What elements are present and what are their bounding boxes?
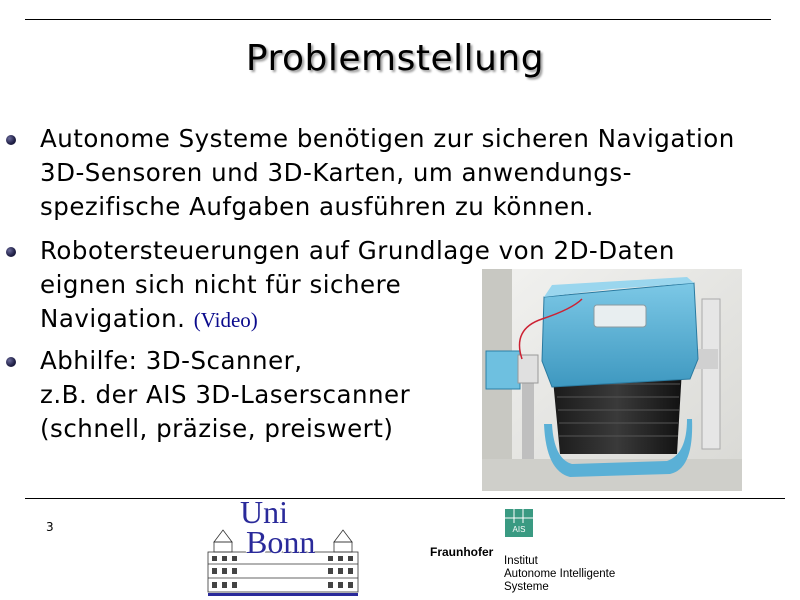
bullet-line: spezifische Aufgaben ausführen zu können. <box>40 192 594 221</box>
bullet-line: (schnell, präzise, preiswert) <box>40 414 394 443</box>
ais-logo-mark <box>505 509 533 537</box>
bullet-item <box>40 122 735 224</box>
fraunhofer-text: Fraunhofer <box>430 545 494 559</box>
bullet-line-text: Navigation. <box>40 304 186 333</box>
uni-bonn-wordmark <box>240 494 316 560</box>
uni-text: Uni <box>240 494 288 530</box>
bullet-icon <box>6 357 16 367</box>
bullet-line: z.B. der AIS 3D-Laserscanner <box>40 380 411 409</box>
bullet-line: Robotersteuerungen auf Grundlage von 2D-Daten <box>40 236 675 265</box>
bullet-icon <box>6 247 16 257</box>
institut-text <box>504 555 615 594</box>
institut-line: Autonome Intelligente <box>504 568 616 580</box>
bonn-text: Bonn <box>246 524 316 560</box>
bullet-icon <box>6 135 16 145</box>
bullet-item <box>40 344 410 446</box>
bullet-line: Abhilfe: 3D-Scanner, <box>40 346 303 375</box>
laser-scanner-photo <box>482 269 742 491</box>
page-number: 3 <box>46 520 54 534</box>
ais-mark-text: AIS <box>512 525 526 534</box>
bullet-line: Autonome Systeme benötigen zur sicheren Navigation <box>40 124 735 153</box>
institut-line: Systeme <box>504 581 549 593</box>
institut-line: Institut <box>504 555 538 567</box>
video-link[interactable]: (Video) <box>193 308 258 332</box>
top-rule <box>25 19 771 20</box>
bullet-line: eignen sich nicht für sichere <box>40 270 402 299</box>
bottom-rule <box>25 498 785 499</box>
bullet-line: 3D-Sensoren und 3D-Karten, um anwendungs- <box>40 158 632 187</box>
slide-title: Problemstellung <box>245 38 545 79</box>
laser-scanner-illustration <box>482 269 742 491</box>
